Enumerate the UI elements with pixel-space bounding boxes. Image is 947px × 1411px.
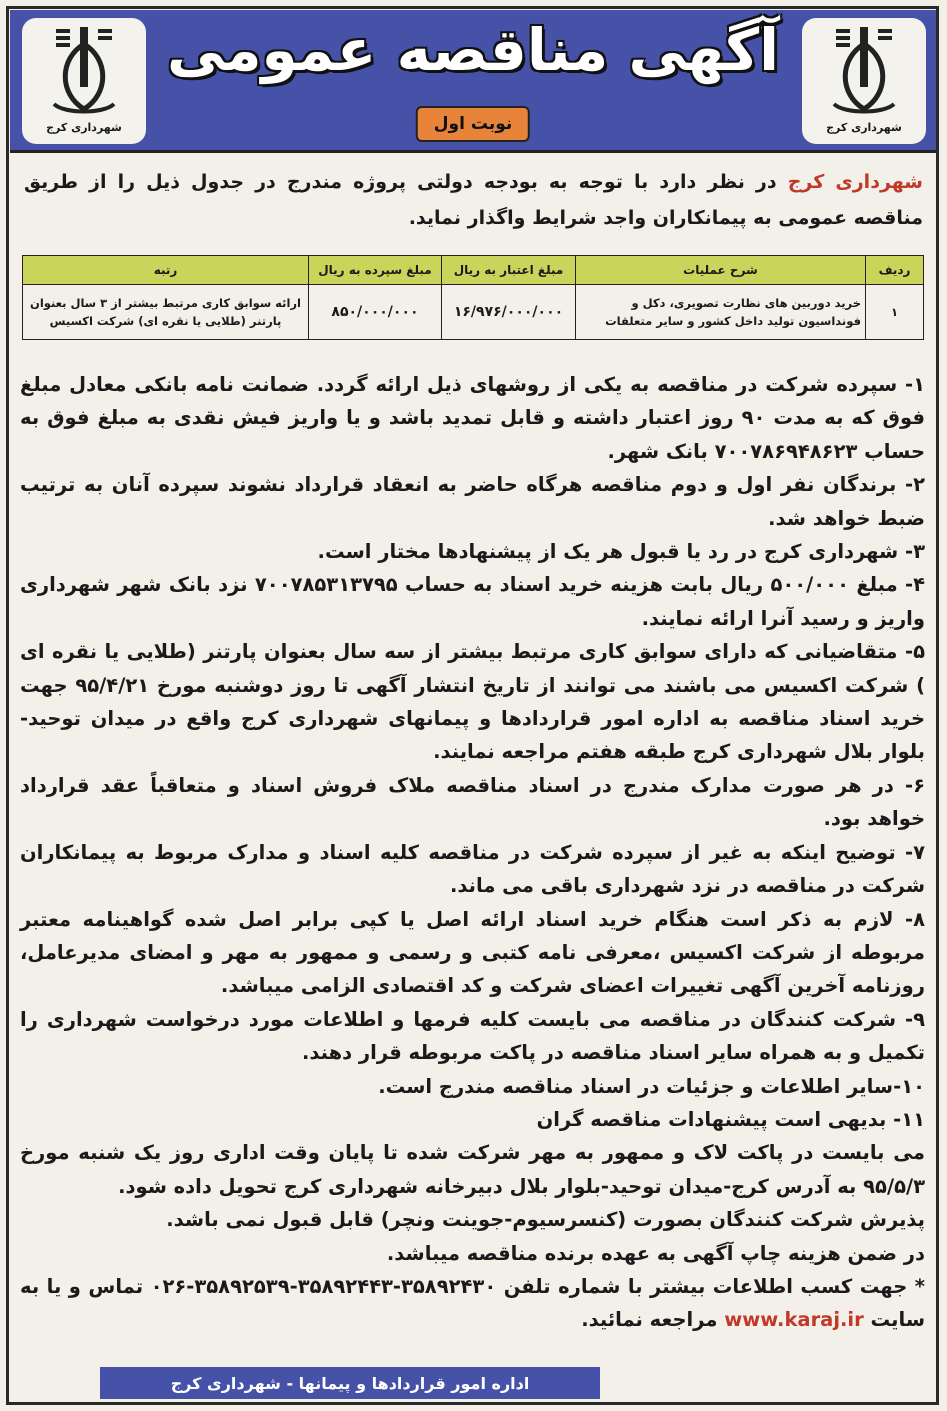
footer-banner: اداره امور قراردادها و پیمانها - شهرداری کرج xyxy=(100,1367,600,1399)
page-title: آگهی مناقصه عمومی xyxy=(166,16,780,84)
municipality-logo-left xyxy=(22,18,146,144)
contact-line xyxy=(20,1270,925,1337)
contact-suffix: مراجعه نمائید. xyxy=(581,1308,725,1332)
list-item: ۵- متقاضیانی که دارای سوابق کاری مرتبط بیشتر از سه سال بعنوان پارتنر (طلایی یا نقره ای ) شرکت اکسیس می باشند می توانند از تاریخ انتشار آگهی تا روز دوشنبه مورخ ۹۵/۴/۲۱ جهت خرید اسناد مناقصه به اداره امور قراردادها و پیمانهای شهرداری کرج واقع در میدان توحید- بلوار بلال شهرداری کرج طبقه هفتم مراجعه نمایند. xyxy=(20,640,926,764)
list-item: ۳- شهرداری کرج در رد یا قبول هر یک از پیشنهادها مختار است. xyxy=(317,540,925,564)
table-header-cell: مبلغ سپرده به ریال xyxy=(309,256,442,285)
list-item: ۴- مبلغ ۵۰۰/۰۰۰ ریال بابت هزینه خرید اسناد به حساب ۷۰۰۷۸۵۳۱۳۷۹۵ نزد بانک شهر شهرداری واریز و رسید آنرا ارائه نمایند. xyxy=(20,573,925,630)
table-header-cell: ردیف xyxy=(866,256,924,285)
contact-text: * جهت کسب اطلاعات بیشتر با شماره تلفن ۳۵۸۹۲۴۳۰-۳۵۸۹۲۴۴۳-۳۵۸۹۲۵۳۹-۰۲۶ تماس و یا به سایت xyxy=(20,1274,925,1332)
website-link[interactable]: www.karaj.ir xyxy=(724,1308,864,1332)
table-cell: خرید دوربین های نظارت تصویری، دکل و فونداسیون تولید داخل کشور و سایر متعلقات xyxy=(576,285,866,340)
list-item: در ضمن هزینه چاپ آگهی به عهده برنده مناقصه میباشد. xyxy=(386,1241,925,1265)
list-item: ۸- لازم به ذکر است هنگام خرید اسناد ارائه اصل یا کپی برابر اصل شده گواهینامه معتبر مربوطه از شرکت اکسیس ،معرفی نامه کتبی و رسمی و ممهور به مهر و امضای مدیرعامل، روزنامه آخرین آگهی تغییرات اعضای شرکت و کد اقتصادی الزامی میباشد. xyxy=(20,907,925,998)
intro-org: شهرداری کرج xyxy=(787,171,923,193)
intro-text: در نظر دارد با توجه به بودجه دولتی پروژه مندرج در جدول ذیل را از طریق مناقصه عمومی به پیمانکاران واجد شرایط واگذار نماید. xyxy=(24,171,923,229)
list-item: ۹- شرکت کنندگان در مناقصه می بایست کلیه فرمها و اطلاعات مورد درخواست شهرداری را تکمیل و به همراه سایر اسناد مناقصه در پاکت مربوطه قرار دهند. xyxy=(20,1007,925,1065)
list-item: ۱۰-سایر اطلاعات و جزئیات در اسناد مناقصه مندرج است. xyxy=(378,1074,925,1098)
list-item: ۱- سپرده شرکت در مناقصه به یکی از روشهای ذیل ارائه گردد. ضمانت نامه بانکی معادل مبلغ فوق که به مدت ۹۰ روز اعتبار داشته و قابل تمدید باشد و یا واریز فیش نقدی به مبلغ فوق به حساب ۷۰۰۷۸۶۹۴۸۶۲۳ بانک شهر. xyxy=(20,373,925,463)
list-item: ۷- توضیح اینکه به غیر از سپرده شرکت در مناقصه کلیه اسناد و مدارک مربوط به پیمانکاران شرکت در مناقصه در نزد شهرداری باقی می ماند. xyxy=(20,840,925,898)
table-header-cell: رتبه xyxy=(23,256,309,285)
operations-table xyxy=(22,255,924,340)
round-badge: نوبت اول xyxy=(416,106,530,142)
table-row xyxy=(23,285,924,340)
table-header-cell: شرح عملیات xyxy=(576,256,866,285)
list-item: ۲- برندگان نفر اول و دوم مناقصه هرگاه حاضر به انعقاد قرارداد نشوند سپرده آنان به ترتیب ضبط خواهد شد. xyxy=(20,473,925,530)
table-cell: ارائه سوابق کاری مرتبط بیشتر از ۳ سال بعنوان پارتنر (طلایی یا نقره ای) شرکت اکسیس xyxy=(23,285,309,340)
list-item: ۶- در هر صورت مدارک مندرج در اسناد مناقصه ملاک فروش اسناد و متعاقباً عقد قرارداد خواهد بود. xyxy=(20,773,925,831)
intro-paragraph xyxy=(24,164,923,236)
table-header-row xyxy=(23,256,924,285)
terms-list xyxy=(20,368,925,1337)
karaj-emblem-icon xyxy=(44,24,124,119)
municipality-logo-right xyxy=(802,18,926,144)
logo-caption: شهرداری کرج xyxy=(826,121,902,134)
table-header-cell: مبلغ اعتبار به ریال xyxy=(442,256,576,285)
logo-caption: شهرداری کرج xyxy=(46,121,122,134)
table-cell: ۱ xyxy=(866,285,924,340)
header-banner xyxy=(10,10,936,153)
karaj-emblem-icon xyxy=(824,24,904,119)
table-cell: ۱۶/۹۷۶/۰۰۰/۰۰۰ xyxy=(442,285,576,340)
list-item: می بایست در پاکت لاک و ممهور به مهر شرکت شده تا پایان وقت اداری روز یک شنبه مورخ ۹۵/۵/۳ به آدرس کرج-میدان توحید-بلوار بلال دبیرخانه شهرداری کرج تحویل داده شود. xyxy=(20,1141,925,1198)
list-item: ۱۱- بدیهی است پیشنهادات مناقصه گران xyxy=(536,1107,925,1131)
table-cell: ۸۵۰/۰۰۰/۰۰۰ xyxy=(309,285,442,340)
list-item: پذیرش شرکت کنندگان بصورت (کنسرسیوم-جوینت ونچر) قابل قبول نمی باشد. xyxy=(166,1208,925,1232)
